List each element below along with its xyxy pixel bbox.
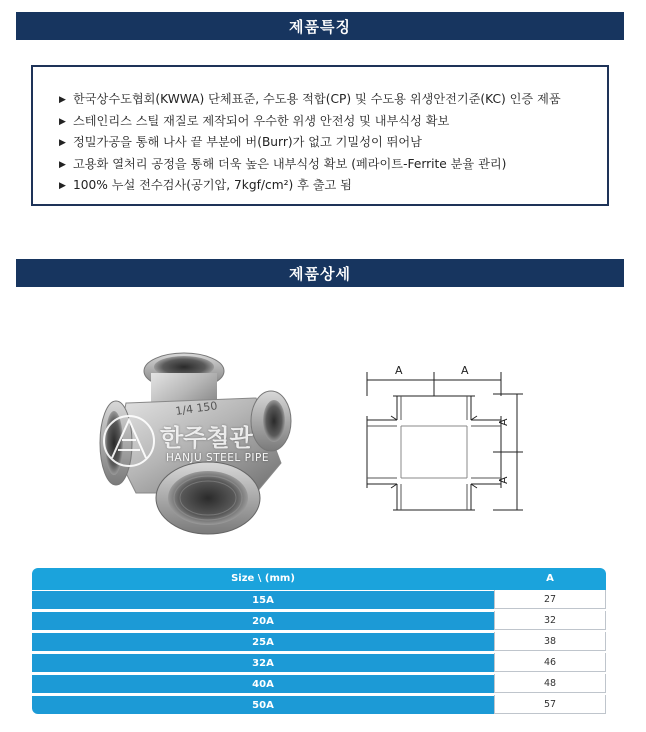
header-a: A [546, 573, 554, 584]
table-row [32, 695, 606, 714]
bullet-triangle-icon: ▶ [59, 159, 66, 170]
cell-size: 40A [32, 674, 494, 693]
fitting-marking: 1/4 150 [174, 399, 219, 418]
bullet-triangle-icon: ▶ [59, 116, 66, 127]
cell-size: 25A [32, 632, 494, 651]
dim-label-a-left: A [395, 364, 403, 377]
table-row [32, 653, 606, 672]
watermark-title: 한주철관 [160, 424, 253, 452]
hanju-logo-icon [100, 410, 158, 472]
features-box [31, 65, 609, 206]
features-section-header [16, 12, 624, 40]
cell-a: 46 [494, 653, 606, 672]
feature-item: ▶ 스테인리스 스틸 재질로 제작되어 우수한 위생 안전성 및 내부식성 확보 [59, 111, 607, 133]
cross-fitting-diagram [357, 360, 527, 520]
table-row [32, 611, 606, 630]
table-row [32, 674, 606, 693]
cell-size: 20A [32, 611, 494, 630]
cell-a: 48 [494, 674, 606, 693]
table-row [32, 590, 606, 609]
cell-a: 57 [494, 695, 606, 714]
cell-a: 27 [494, 590, 606, 609]
dim-label-a-right: A [461, 364, 469, 377]
bullet-triangle-icon: ▶ [59, 95, 66, 105]
size-table [32, 568, 606, 716]
watermark-subtitle: HANJU STEEL PIPE [166, 452, 269, 464]
table-row [32, 632, 606, 651]
feature-item: ▶ 정밀가공을 통해 나사 끝 부분에 버(Burr)가 없고 기밀성이 뛰어남 [59, 132, 607, 154]
header-size: Size \ (mm) [231, 573, 295, 584]
table-header [32, 568, 606, 590]
feature-item: ▶ 100% 누설 전수검사(공기압, 7kgf/cm²) 후 출고 됨 [59, 175, 607, 197]
feature-item: ▶ 고용화 열처리 공정을 통해 더욱 높은 내부식성 확보 (페라이트-Ferrite 분율 관리) [59, 154, 607, 176]
feature-item: ▶ 한국상수도협회(KWWA) 단체표준, 수도용 적합(CP) 및 수도용 위생안전기준(KC) 인증 제품 [59, 89, 607, 111]
cell-a: 32 [494, 611, 606, 630]
watermark [100, 410, 300, 480]
dim-label-a-bottom: A [497, 476, 510, 484]
cell-a: 38 [494, 632, 606, 651]
details-section-title: 제품상세 [289, 264, 351, 283]
cell-size: 32A [32, 653, 494, 672]
cell-size: 15A [32, 590, 494, 609]
features-section-title: 제품특징 [289, 17, 351, 36]
cell-size: 50A [32, 695, 494, 714]
dim-label-a-top: A [497, 418, 510, 426]
bullet-triangle-icon: ▶ [59, 138, 66, 148]
details-section-header [16, 259, 624, 287]
bullet-triangle-icon: ▶ [59, 181, 66, 191]
